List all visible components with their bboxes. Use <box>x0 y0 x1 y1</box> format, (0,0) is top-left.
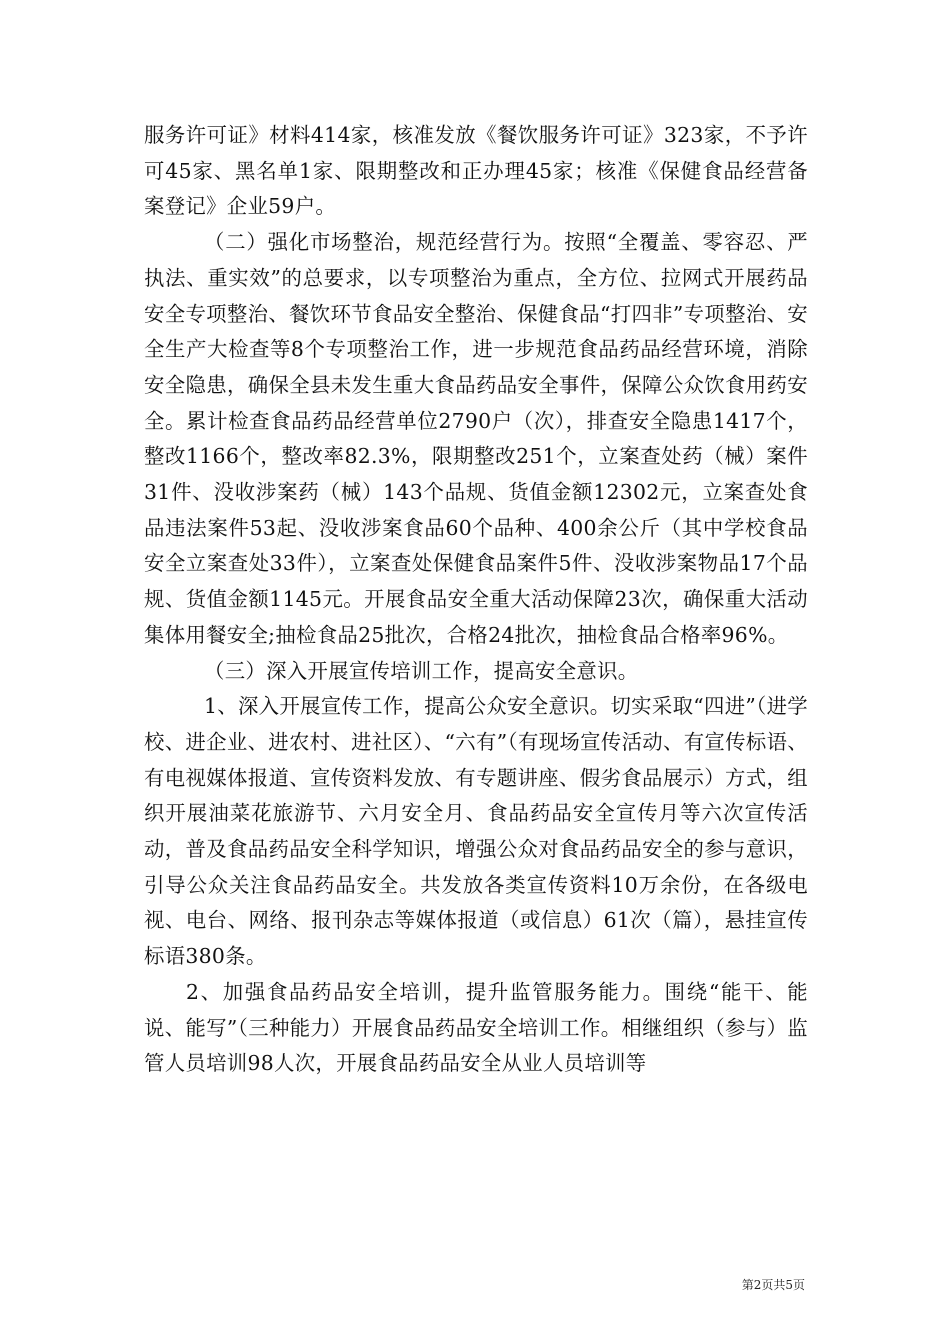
document-body <box>144 118 808 1082</box>
page-number: 第2页共5页 <box>741 1278 805 1292</box>
paragraph-market-rectification: （二）强化市场整治，规范经营行为。按照“全覆盖、零容忍、严执法、重实效”的总要求，以专项整治为重点，全方位、拉网式开展药品安全专项整治、餐饮环节食品安全整治、保健食品“打四非”专项整治、安全生产大检查等8个专项整治工作，进一步规范食品药品经营环境，消除安全隐患，确保全县未发生重大食品药品安全事件，保障公众饮食用药安全。累计检查食品药品经营单位2790户（次），排查安全隐患1417个，整改1166个，整改率82.3%，限期整改251个，立案查处药（械）案件31件、没收涉案药（械）143个品规、货值金额12302元，立案查处食品违法案件53起、没收涉案食品60个品种、400余公斤（其中学校食品安全立案查处33件），立案查处保健食品案件5件、没收涉案物品17个品规、货值金额1145元。开展食品安全重大活动保障23次，确保重大活动集体用餐安全;抽检食品25批次，合格24批次，抽检食品合格率96%。 <box>144 230 808 647</box>
section-heading-publicity-training: （三）深入开展宣传培训工作，提高安全意识。 <box>204 658 639 683</box>
paragraph-license-stats: 服务许可证》材料414家，核准发放《餐饮服务许可证》323家，不予许可45家、黑名单1家、限期整改和正办理45家；核准《保健食品经营备案登记》企业59户。 <box>144 123 808 219</box>
paragraph-publicity-work: 1、深入开展宣传工作，提高公众安全意识。切实采取“四进”（进学校、进企业、进农村、进社区）、“六有”（有现场宣传活动、有宣传标语、有电视媒体报道、宣传资料发放、有专题讲座、假劣食品展示）方式，组织开展油菜花旅游节、六月安全月、食品药品安全宣传月等六次宣传活动，普及食品药品安全科学知识，增强公众对食品药品安全的参与意识，引导公众关注食品药品安全。共发放各类宣传资料10万余份，在各级电视、电台、网络、报刊杂志等媒体报道（或信息）61次（篇），悬挂宣传标语380条。 <box>144 694 808 969</box>
paragraph-safety-training: 2、加强食品药品安全培训，提升监管服务能力。围绕“能干、能说、能写”（三种能力）开展食品药品安全培训工作。相继组织（参与）监管人员培训98人次，开展食品药品安全从业人员培训等 <box>144 979 808 1076</box>
